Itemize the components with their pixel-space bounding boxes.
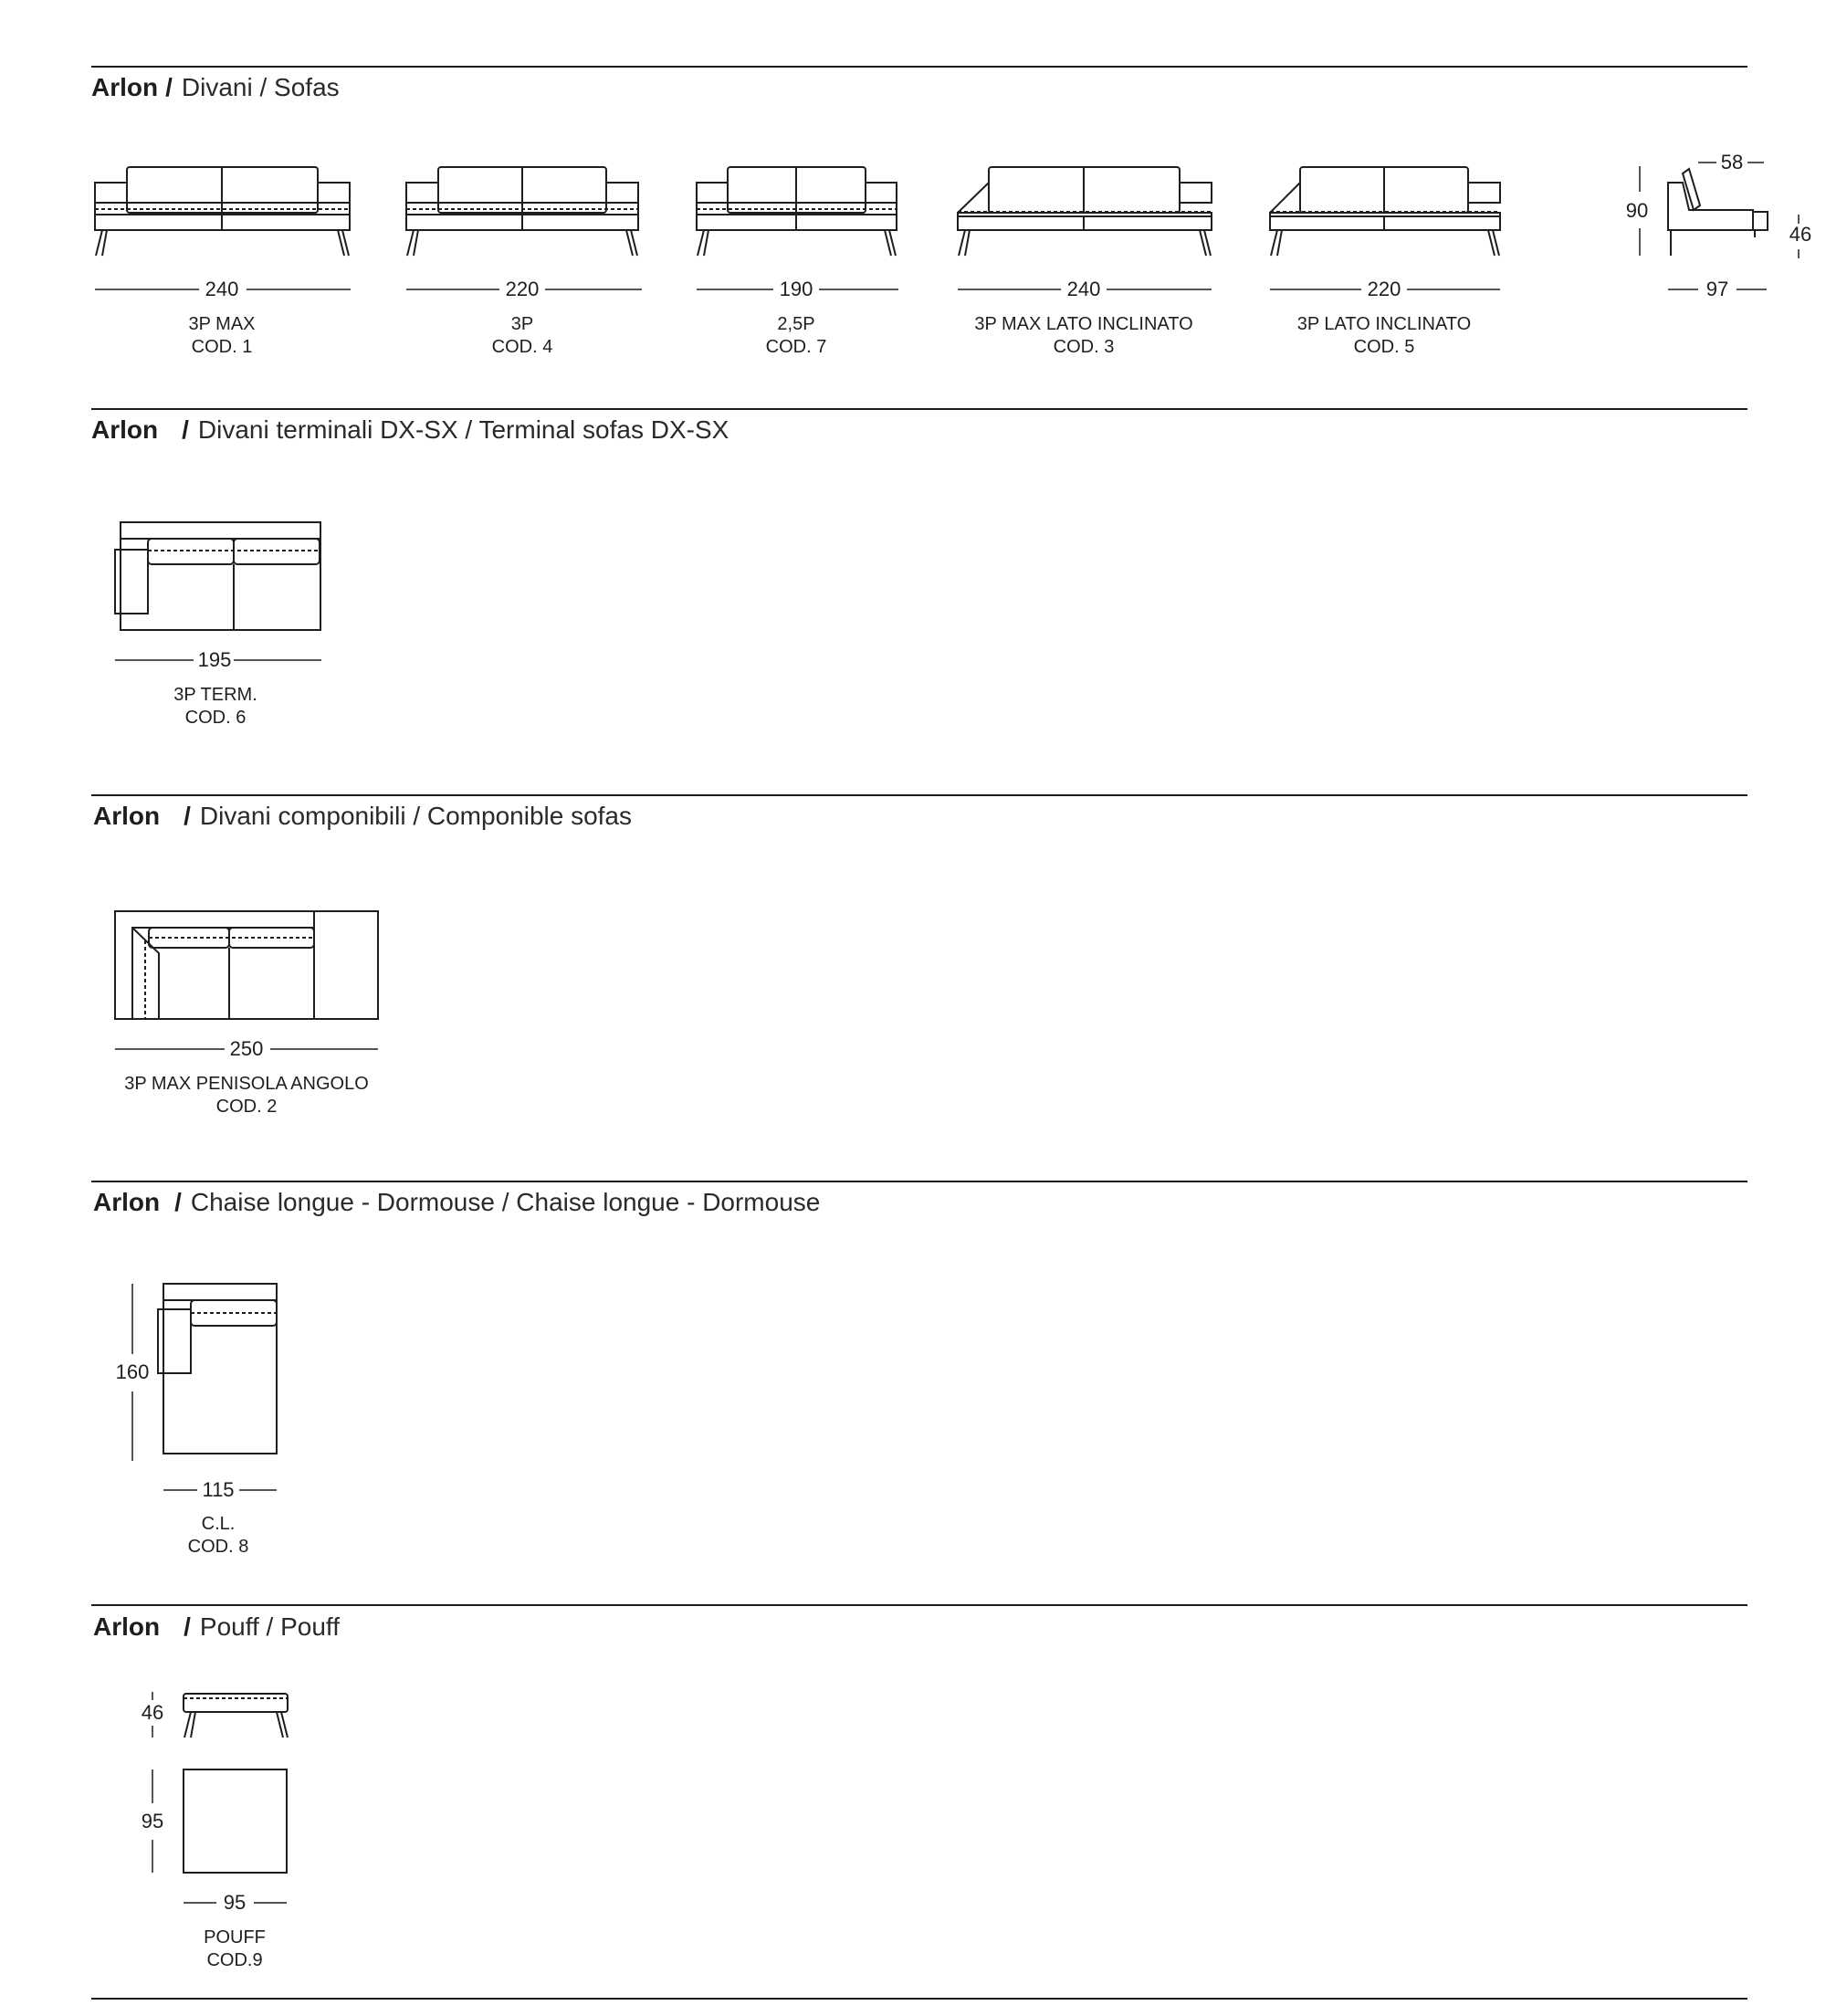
- dimension-label: 240: [1066, 278, 1101, 300]
- product-name: 3P: [510, 314, 534, 334]
- dimension-label: 115: [202, 1478, 235, 1501]
- section-title: Divani componibili / Componible sofas: [199, 802, 633, 830]
- dimension-label: 195: [197, 648, 232, 671]
- dimension-label: 95: [223, 1891, 247, 1914]
- product-code: COD. 7: [765, 337, 827, 357]
- product-caption: [492, 313, 553, 359]
- brand-name: Arlon: [93, 802, 161, 830]
- pouff-plan-drawing: [184, 1769, 287, 1873]
- product-caption: [124, 1073, 369, 1118]
- terminal-sofa-plan-drawing: [115, 522, 320, 630]
- product-name: 3P MAX: [188, 314, 256, 334]
- product-code: COD. 4: [491, 337, 553, 357]
- product-caption: [974, 313, 1192, 359]
- product-caption: [766, 313, 827, 359]
- dimension-label: 250: [229, 1037, 264, 1060]
- product-code: COD. 2: [215, 1097, 278, 1117]
- product-caption: [1297, 313, 1471, 359]
- dimension-label: 58: [1720, 151, 1744, 173]
- brand-name: Arlon: [93, 1188, 161, 1216]
- sofa-drawing-3p-max-lato-inclinato: [958, 167, 1212, 256]
- brand-name: Arlon: [91, 415, 159, 444]
- dimension-label: 220: [505, 278, 540, 300]
- product-name: 3P LATO INCLINATO: [1296, 314, 1472, 334]
- dimension-label: 97: [1705, 278, 1729, 300]
- sofa-drawing-3p: [406, 167, 638, 256]
- sofa-side-view-drawing: [1668, 169, 1768, 256]
- section-heading-terminal: Arlon / Divani terminali DX-SX / Terminal sofas DX-SX: [91, 415, 729, 444]
- componible-sofa-plan-drawing: [115, 911, 378, 1019]
- section-title: Divani / Sofas: [181, 73, 340, 101]
- product-caption: [204, 1927, 266, 1972]
- product-name: 2,5P: [777, 314, 815, 334]
- dimension-label: 160: [115, 1360, 150, 1383]
- dimension-lines: [95, 163, 1799, 1903]
- sofa-drawing-2-5p: [697, 167, 897, 256]
- section-heading-sofas: Arlon / Divani / Sofas: [91, 73, 340, 101]
- brand-name: Arlon: [93, 1612, 161, 1641]
- product-name: C.L.: [201, 1514, 236, 1534]
- sofa-drawing-3p-lato-inclinato: [1270, 167, 1500, 256]
- product-code: COD.9: [206, 1950, 263, 1970]
- sofa-drawing-3p-max: [95, 167, 350, 256]
- product-caption: [173, 684, 257, 730]
- chaise-longue-plan-drawing: [158, 1284, 277, 1454]
- product-code: COD. 1: [191, 337, 253, 357]
- section-heading-chaise: Arlon / Chaise longue - Dormouse / Chaise longue - Dormouse: [93, 1188, 821, 1216]
- dimension-label: 90: [1625, 199, 1649, 222]
- dimension-label: 46: [141, 1701, 164, 1724]
- product-code: COD. 3: [1053, 337, 1115, 357]
- section-title: Chaise longue - Dormouse / Chaise longue - Dormouse: [190, 1188, 821, 1216]
- section-title: Divani terminali DX-SX / Terminal sofas DX-SX: [197, 415, 729, 444]
- dimension-label: 240: [205, 278, 239, 300]
- product-name: 3P MAX LATO INCLINATO: [974, 314, 1193, 334]
- product-name: 3P TERM.: [173, 685, 257, 705]
- dimension-label: 190: [779, 278, 813, 300]
- dimension-label: 95: [141, 1810, 164, 1832]
- section-heading-pouff: Arlon / Pouff / Pouff: [93, 1612, 340, 1641]
- product-code: COD. 6: [184, 708, 247, 728]
- product-caption: [189, 313, 256, 359]
- pouff-front-drawing: [184, 1694, 288, 1738]
- dimension-label: 220: [1367, 278, 1401, 300]
- brand-name: Arlon: [91, 73, 159, 101]
- section-heading-componible: Arlon / Divani componibili / Componible sofas: [93, 802, 633, 830]
- product-name: 3P MAX PENISOLA ANGOLO: [124, 1074, 369, 1094]
- product-code: COD. 8: [187, 1537, 249, 1557]
- section-title: Pouff / Pouff: [199, 1612, 340, 1641]
- dimension-label: 46: [1789, 223, 1812, 246]
- product-name: POUFF: [204, 1927, 266, 1948]
- product-caption: [188, 1513, 249, 1559]
- product-code: COD. 5: [1353, 337, 1415, 357]
